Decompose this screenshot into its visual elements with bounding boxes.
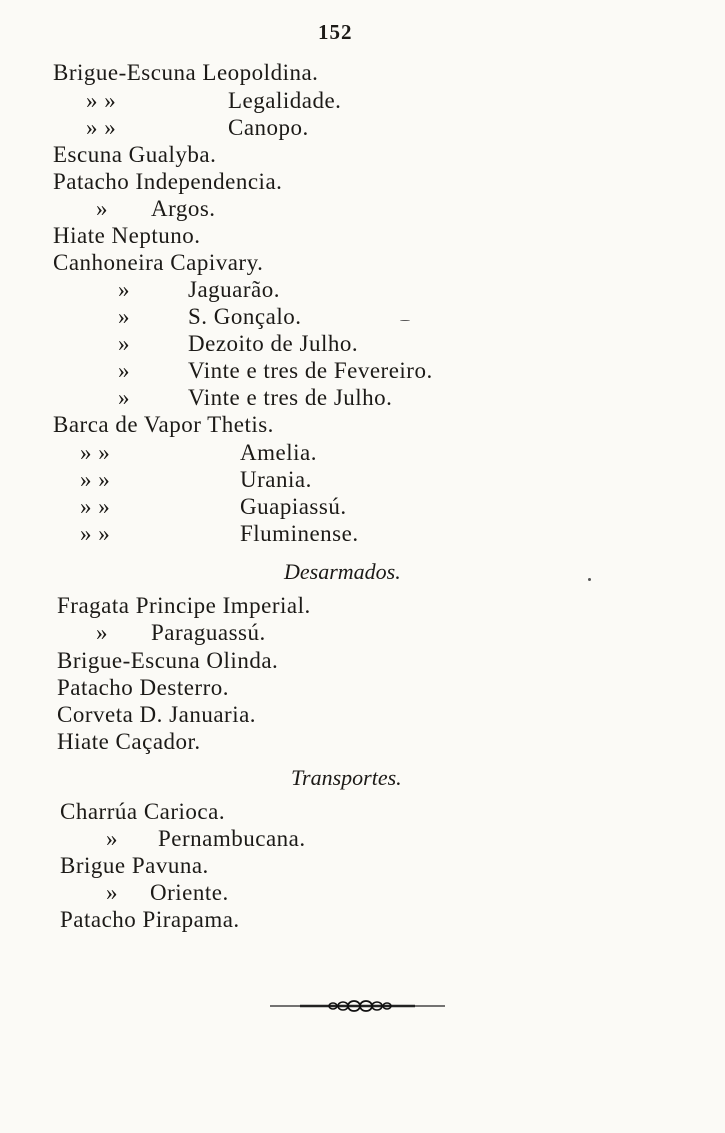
ship-name: Legalidade. [228,88,342,113]
ditto-marks: » [96,620,108,645]
ship-name: Brigue Pavuna. [60,853,209,878]
ship-name: Patacho Pirapama. [60,907,240,932]
ship-name: Corveta D. Januaria. [57,702,257,727]
ship-line [57,675,229,701]
print-speck [400,320,410,321]
ship-line [57,729,201,755]
ditto-marks: » [118,358,130,383]
ditto-marks: » » [80,440,111,465]
ship-line [53,142,216,168]
ditto-marks: » » [80,467,111,492]
ditto-marks: » [118,331,130,356]
ship-line [53,169,282,195]
ship-name: Vinte e tres de Fevereiro. [188,358,433,383]
ship-name: Patacho Desterro. [57,675,229,700]
print-speck [588,578,591,581]
ship-name: Escuna Gualyba. [53,142,217,167]
ship-line [96,620,266,646]
ship-name: Dezoito de Julho. [188,331,359,356]
ship-name: Vinte e tres de Julho. [188,385,393,410]
ship-line [80,440,317,466]
ship-line [118,358,433,384]
ship-name: Hiate Caçador. [57,729,201,754]
section-heading-desarmados: Desarmados. [284,559,401,584]
ship-name: Jaguarão. [188,277,280,302]
ship-line [118,304,301,330]
ship-line [80,521,359,547]
ditto-marks: » » [80,521,111,546]
ship-name: Canopo. [228,115,309,140]
ship-line [53,412,274,438]
ditto-marks: » » [80,494,111,519]
ornament-divider [270,1000,445,1012]
ship-line [53,250,263,276]
ship-line [106,880,229,906]
ditto-marks: » » [86,115,117,140]
ship-line [80,467,312,493]
ship-line [57,593,311,619]
ship-name: Patacho Independencia. [53,169,283,194]
ship-line [118,331,358,357]
ship-line [57,702,256,728]
ship-name: Guapiassú. [240,494,347,519]
ship-line [60,907,240,933]
ship-name: Fluminense. [240,521,359,546]
ship-line [118,277,280,303]
ditto-marks: » [118,304,130,329]
ship-name: Amelia. [240,440,317,465]
ship-name: Pernambucana. [158,826,306,851]
ditto-marks: » » [86,88,117,113]
ditto-marks: » [106,826,118,851]
ship-line [118,385,392,411]
section-heading-transportes: Transportes. [291,765,402,790]
ditto-marks: » [118,385,130,410]
ship-line [86,115,309,141]
ship-name: Urania. [240,467,312,492]
ship-line [60,853,209,879]
ship-line [106,826,306,852]
ship-line [53,223,201,249]
ship-line [96,196,216,222]
ditto-marks: » [118,277,130,302]
ship-name: Brigue-Escuna Olinda. [57,648,279,673]
ship-name: Hiate Neptuno. [53,223,201,248]
ship-name: S. Gonçalo. [188,304,302,329]
ship-name: Charrúa Carioca. [60,799,226,824]
ship-name: Fragata Principe Imperial. [57,593,311,618]
ship-name: Brigue-Escuna Leopoldina. [53,60,319,85]
ship-name: Paraguassú. [151,620,266,645]
page-number: 152 [318,20,353,44]
ship-name: Canhoneira Capivary. [53,250,264,275]
ship-name: Oriente. [150,880,229,905]
ship-line [80,494,347,520]
ship-line [53,60,318,86]
ditto-marks: » [96,196,108,221]
ship-name: Barca de Vapor Thetis. [53,412,274,437]
ship-line [86,88,341,114]
ship-line [57,648,278,674]
ditto-marks: » [106,880,118,905]
ship-name: Argos. [151,196,216,221]
ship-line [60,799,225,825]
